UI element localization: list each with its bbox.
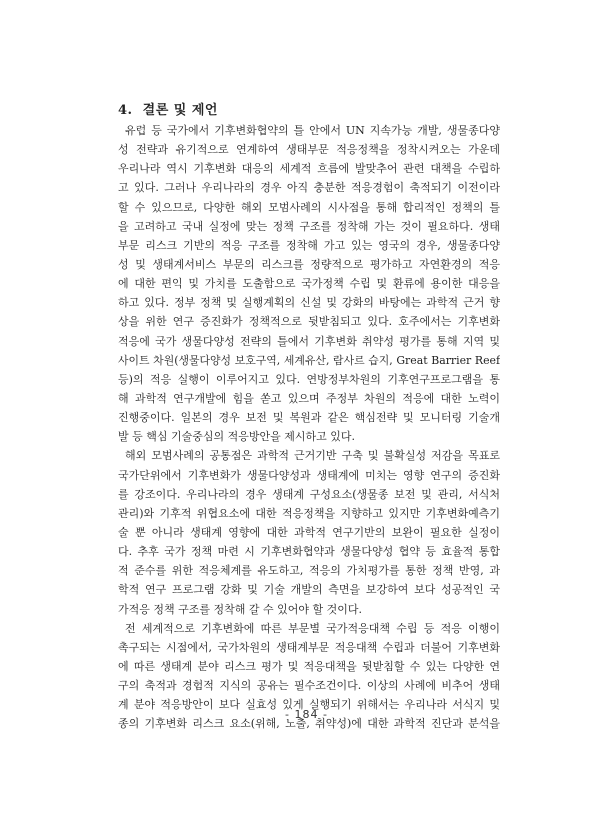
paragraph-2 <box>118 446 500 618</box>
text-line: 계 분야 적응방안이 보다 실효성 있게 실행되기 위해서는 우리나라 서식지 및 <box>118 698 500 712</box>
text-line: 사이트 차원(생물다양성 보호구역, 세계유산, 람사르 습지, Great Barrier Reef <box>118 353 500 367</box>
text-line: 진행중이다. 일본의 경우 보전 및 복원과 같은 핵심전략 및 모니터링 기술개 <box>118 411 500 425</box>
text-line: 가적응 정책 구조를 정착해 갈 수 있어야 할 것이다. <box>118 602 362 616</box>
text-line: 해 과학적 연구개발에 힘을 쏟고 있으며 주정부 차원의 적응에 대한 노력이 <box>118 391 500 405</box>
text-line: 할 수 있으므로, 다양한 해외 모범사례의 시사점을 통해 합리적인 정책의 틀 <box>118 200 500 214</box>
text-line: 국가단위에서 기후변화가 생물다양성과 생태계에 미치는 영향 연구의 증진화 <box>118 468 500 482</box>
body-text <box>118 121 500 734</box>
text-line: 종의 기후변화 리스크 요소(위해, 노출, 취약성)에 대한 과학적 진단과 분석을 <box>118 717 500 731</box>
text-line: 를 강조이다. 우리나라의 경우 생태계 구성요소(생물종 보전 및 관리, 서식처 <box>118 487 500 501</box>
text-line: 적 준수를 위한 적응체계를 유도하고, 적응의 가치평가를 통한 정책 반영, 과 <box>118 564 500 578</box>
text-line: 상을 위한 연구 증진화가 정책적으로 뒷받침되고 있다. 호주에서는 기후변화 <box>118 315 500 329</box>
section-heading <box>118 99 218 118</box>
text-line: 구의 축적과 경험적 지식의 공유는 필수조건이다. 이상의 사례에 비추어 생태 <box>118 679 500 693</box>
text-line: 에 따른 생태계 분야 리스크 평가 및 적응대책을 뒷받침할 수 있는 다양한 연 <box>118 659 500 673</box>
text-line: 학적 연구 프로그램 강화 및 기술 개발의 측면을 보강하여 보다 성공적인 국 <box>118 583 500 597</box>
text-line: 해외 모범사례의 공통점은 과학적 근거기반 구축 및 불확실성 저감을 목표로 <box>125 449 500 463</box>
page-number: - 184 - <box>285 708 328 721</box>
text-line: 적응에 국가 생물다양성 전략의 틀에서 기후변화 취약성 평가를 통해 지역 및 <box>118 334 500 348</box>
text-line: 성 전략과 유기적으로 연계하여 생태부문 적응정책을 정착시켜오는 가운데 <box>118 143 500 157</box>
text-line: 부문 리스크 기반의 적응 구조를 정착해 가고 있는 영국의 경우, 생물종다양 <box>118 238 500 252</box>
text-line: 에 대한 편익 및 가치를 도출함으로 국가정책 수립 및 환류에 용이한 대응을 <box>118 277 500 291</box>
text-line: 고 있다. 그러나 우리나라의 경우 아직 충분한 적응경험이 축적되기 이전이라 <box>118 181 500 195</box>
paragraph-1 <box>118 121 500 446</box>
text-line: 유럽 등 국가에서 기후변화협약의 틀 안에서 UN 지속가능 개발, 생물종다양 <box>125 124 500 137</box>
text-line: 을 고려하고 국내 실정에 맞는 정책 구조를 정착해 가는 것이 필요하다. 생태 <box>118 219 500 233</box>
text-line: 하고 있다. 정부 정책 및 실행계획의 신설 및 강화의 바탕에는 과학적 근거 향 <box>118 296 500 310</box>
section-title: 결론 및 제언 <box>142 103 218 118</box>
text-line: 우리나라 역시 기후변화 대응의 세계적 흐름에 발맞추어 관련 대책을 수립하 <box>118 162 500 176</box>
section-number: 4. <box>118 103 133 118</box>
text-line: 전 세계적으로 기후변화에 따른 부문별 국가적응대책 수립 등 적응 이행이 <box>125 621 500 635</box>
text-line: 등)의 적응 실행이 이루어지고 있다. 연방정부차원의 기후연구프로그램을 통 <box>118 372 500 386</box>
text-line: 다. 추후 국가 정책 마련 시 기후변화협약과 생물다양성 협약 등 효율적 통합 <box>118 545 500 559</box>
text-line: 촉구되는 시점에서, 국가차원의 생태계부문 적응대책 수립과 더불어 기후변화 <box>118 640 500 654</box>
text-line: 관리)와 기후적 위협요소에 대한 적응정책을 지향하고 있지만 기후변화예측기 <box>118 506 500 520</box>
text-line: 술 뿐 아니라 생태계 영향에 대한 과학적 연구기반의 보완이 필요한 실정이 <box>118 525 500 539</box>
text-line: 발 등 핵심 기술중심의 적응방안을 제시하고 있다. <box>118 430 355 444</box>
text-line: 성 및 생태계서비스 부문의 리스크를 정량적으로 평가하고 자연환경의 적응 <box>118 257 500 271</box>
